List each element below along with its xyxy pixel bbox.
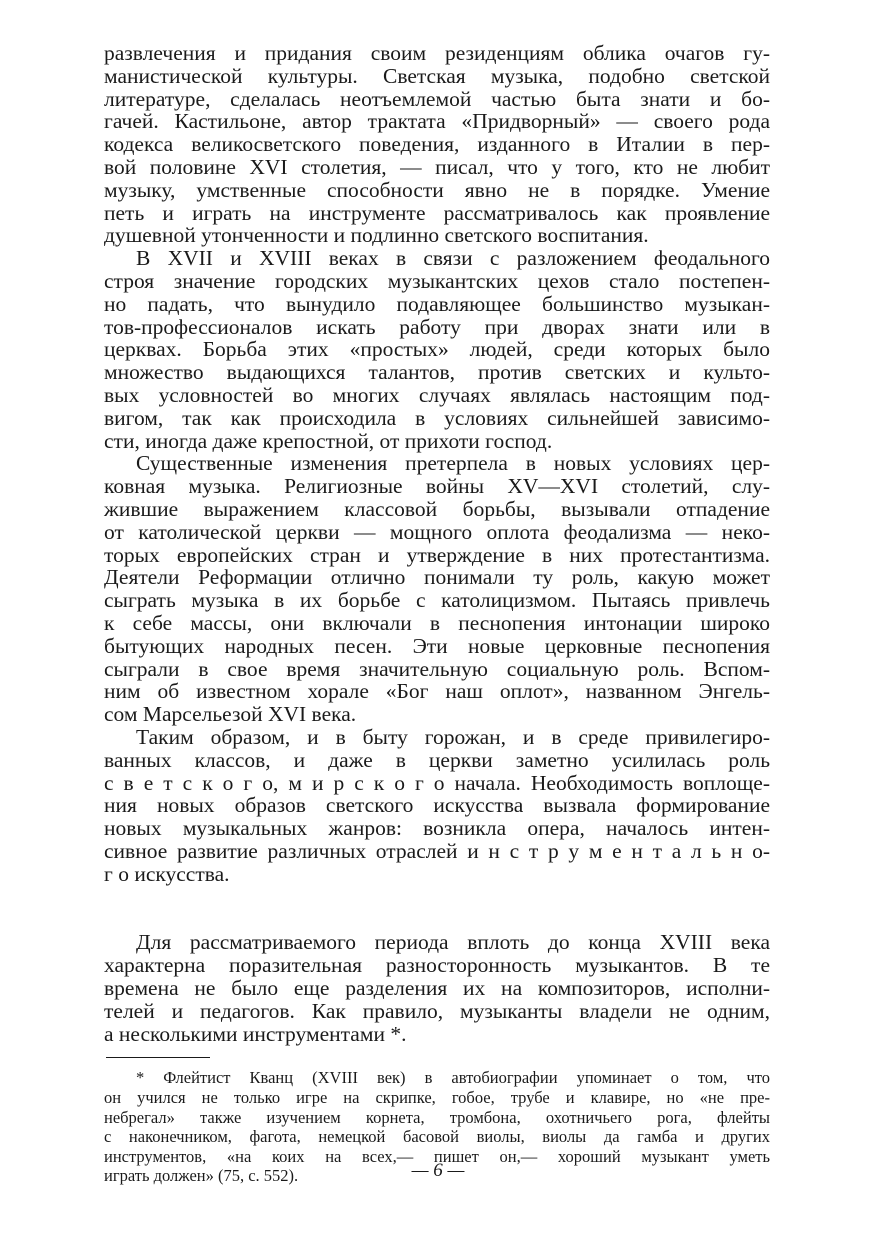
footnote-divider [106,1057,210,1058]
text-line: вых условностей во многих случаях являлась настоящим под- [104,382,770,407]
page-number: — 6 — [411,1160,465,1181]
text-line: гачей. Кастильоне, автор трактата «Придворный» — своего рода [104,109,770,134]
text-line: с в е т с к о г о, м и р с к о г о начала. Необходимость воплоще- [104,770,770,795]
text-line: ванных классов, и даже в церкви заметно усилилась роль [104,747,770,772]
text-line: Таким образом, и в быту горожан, и в среде привилегиро- [136,724,770,749]
text-line: множество выдающихся талантов, против светских и культо- [104,360,770,385]
text-line: бытующих народных песен. Эти новые церковные песнопения [104,633,770,658]
text-line: сыграть музыка в их борьбе с католицизмом. Пытаясь привлечь [104,588,770,613]
footnote-line: инструментов, «на коих на всех,— пишет он,— хороший музыкант уметь [104,1146,770,1166]
text-line: Для рассматриваемого периода вплоть до конца XVIII века [136,930,770,955]
page-body [104,42,770,1186]
text-line: телей и педагогов. Как правило, музыканты владели не одним, [104,998,770,1023]
text-line: развлечения и придания своим резиденциям облика очагов гу- [104,41,770,65]
text-line: Существенные изменения претерпела в новых условиях цер- [136,451,770,476]
text-line: новых музыкальных жанров: возникла опера, началось интен- [104,816,770,841]
footnote-line: * Флейтист Кванц (XVIII век) в автобиографии упоминает о том, что [136,1068,770,1088]
text-line: душевной утонченности и подлинно светского воспитания. [104,223,649,248]
text-line: музыку, умственные способности явно не в порядке. Умение [104,177,770,202]
text-line: Деятели Реформации отлично понимали ту роль, какую может [104,565,770,590]
text-line: литературе, сделалась неотъемлемой частью быта знати и бо- [104,86,770,111]
paragraph-2 [104,247,770,452]
text-line: но падать, что вынудило подавляющее большинство музыкан- [104,291,770,316]
text-line: ния новых образов светского искусства вызвала формирование [104,793,770,818]
text-line: а несколькими инструментами *. [104,1021,407,1046]
text-line: церквах. Борьба этих «простых» людей, среди которых было [104,337,770,362]
paragraph-3 [104,452,770,726]
paragraph-1 [104,42,770,247]
text-line: сом Марсельезой XVI века. [104,702,357,727]
footnote-line: небрегал» также изучением корнета, тромбона, охотничьего рога, флейты [104,1107,770,1127]
text-line: В XVII и XVIII веках в связи с разложением феодального [136,246,770,271]
text-line: к себе массы, они включали в песнопения интонации широко [104,610,770,635]
footnote-line: он учился не только игре на скрипке, гобое, трубе и клавире, но «не пре- [104,1088,770,1108]
footnote-line: играть должен» (75, с. 552). [104,1166,299,1186]
text-line: сыграли в свое время значительную социальную роль. Вспом- [104,656,770,681]
text-line: г о искусства. [104,861,230,886]
text-line: вой половине XVI столетия, — писал, что у того, кто не любит [104,154,770,179]
text-line: сивное развитие различных отраслей и н с т р у м е н т а л ь н о- [104,838,770,863]
text-line: от католической церкви — мощного оплота феодализма — неко- [104,519,770,544]
text-line: кодекса великосветского поведения, изданного в Италии в пер- [104,132,770,157]
paragraph-4 [104,726,770,886]
text-line: тов-профессионалов искать работу при дворах знати или в [104,314,770,339]
text-line: жившие выражением классовой борьбы, вызывали отпадение [104,496,770,521]
section-gap [104,885,770,931]
footnote-line: с наконечником, фагота, немецкой басовой виолы, виолы да гамба и других [104,1127,770,1147]
text-line: сти, иногда даже крепостной, от прихоти господ. [104,428,553,453]
text-line: ковная музыка. Религиозные войны XV—XVI столетий, слу- [104,474,770,499]
text-line: строя значение городских музыкантских цехов стало постепен- [104,268,770,293]
text-line: петь и играть на инструменте рассматривалось как проявление [104,200,770,225]
text-line: манистической культуры. Светская музыка, подобно светской [104,63,770,88]
text-line: вигом, так как происходила в условиях сильнейшей зависимо- [104,405,770,430]
text-line: характерна поразительная разносторонность музыкантов. В те [104,953,770,978]
text-line: ним об известном хорале «Бог наш оплот», названном Энгель- [104,679,770,704]
paragraph-5 [104,931,770,1045]
text-line: торых европейских стран и утверждение в них протестантизма. [104,542,770,567]
text-line: времена не было еще разделения их на композиторов, исполни- [104,976,770,1001]
